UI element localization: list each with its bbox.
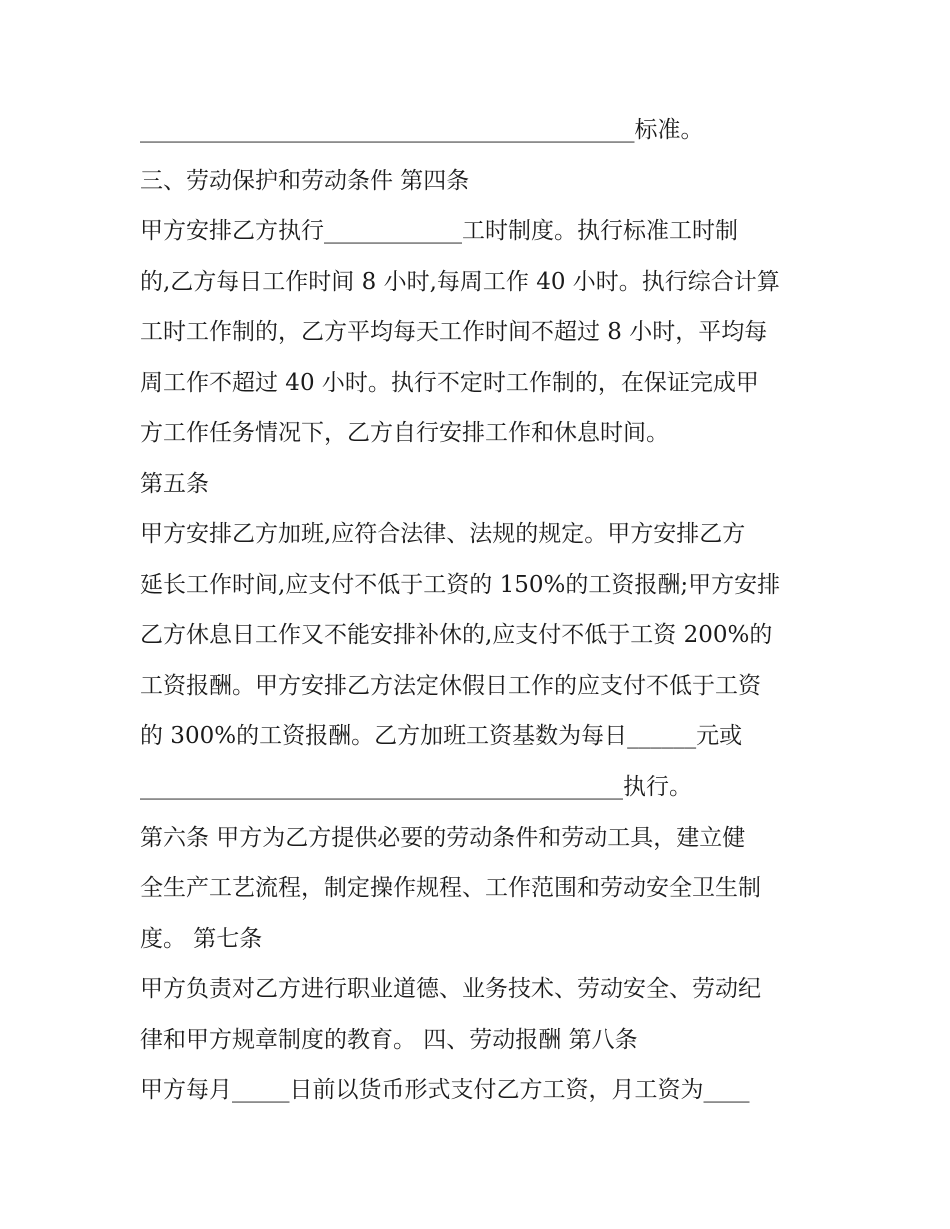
text-line: 第六条 甲方为乙方提供必要的劳动条件和劳动工具，建立健 xyxy=(140,825,746,851)
text-line: 的,乙方每日工作时间 8 小时,每周工作 40 小时。执行综合计算 xyxy=(140,269,780,295)
text-line: 甲方安排乙方执行____________工时制度。执行标准工时制 xyxy=(140,218,738,244)
text-line: __________________________________________执行。 xyxy=(140,774,692,800)
text-line: 甲方安排乙方加班,应符合法律、法规的规定。甲方安排乙方 xyxy=(140,521,746,547)
article-heading: 第五条 xyxy=(140,471,209,497)
text-line: 律和甲方规章制度的教育。 四、劳动报酬 第八条 xyxy=(140,1027,638,1053)
text-line: 全生产工艺流程，制定操作规程、工作范围和劳动安全卫生制 xyxy=(140,875,761,901)
text-line: 延长工作时间,应支付不低于工资的 150%的工资报酬;甲方安排 xyxy=(140,572,781,598)
text-line: 方工作任务情况下，乙方自行安排工作和休息时间。 xyxy=(140,420,669,446)
text-line: ___________________________________________标准。 xyxy=(140,117,704,143)
text-line: 甲方每月_____日前以货币形式支付乙方工资，月工资为____ xyxy=(140,1077,750,1103)
text-line: 度。 第七条 xyxy=(140,926,263,952)
text-line: 周工作不超过 40 小时。执行不定时工作制的，在保证完成甲 xyxy=(140,370,759,396)
text-line: 乙方休息日工作又不能安排补休的,应支付不低于工资 200%的 xyxy=(140,622,773,648)
text-line: 工资报酬。甲方安排乙方法定休假日工作的应支付不低于工资 xyxy=(140,673,761,699)
section-heading: 三、劳动保护和劳动条件 第四条 xyxy=(140,168,470,194)
text-line: 工时工作制的，乙方平均每天工作时间不超过 8 小时，平均每 xyxy=(140,319,768,345)
text-line: 的 300%的工资报酬。乙方加班工资基数为每日______元或 xyxy=(140,723,743,749)
text-line: 甲方负责对乙方进行职业道德、业务技术、劳动安全、劳动纪 xyxy=(140,976,761,1002)
